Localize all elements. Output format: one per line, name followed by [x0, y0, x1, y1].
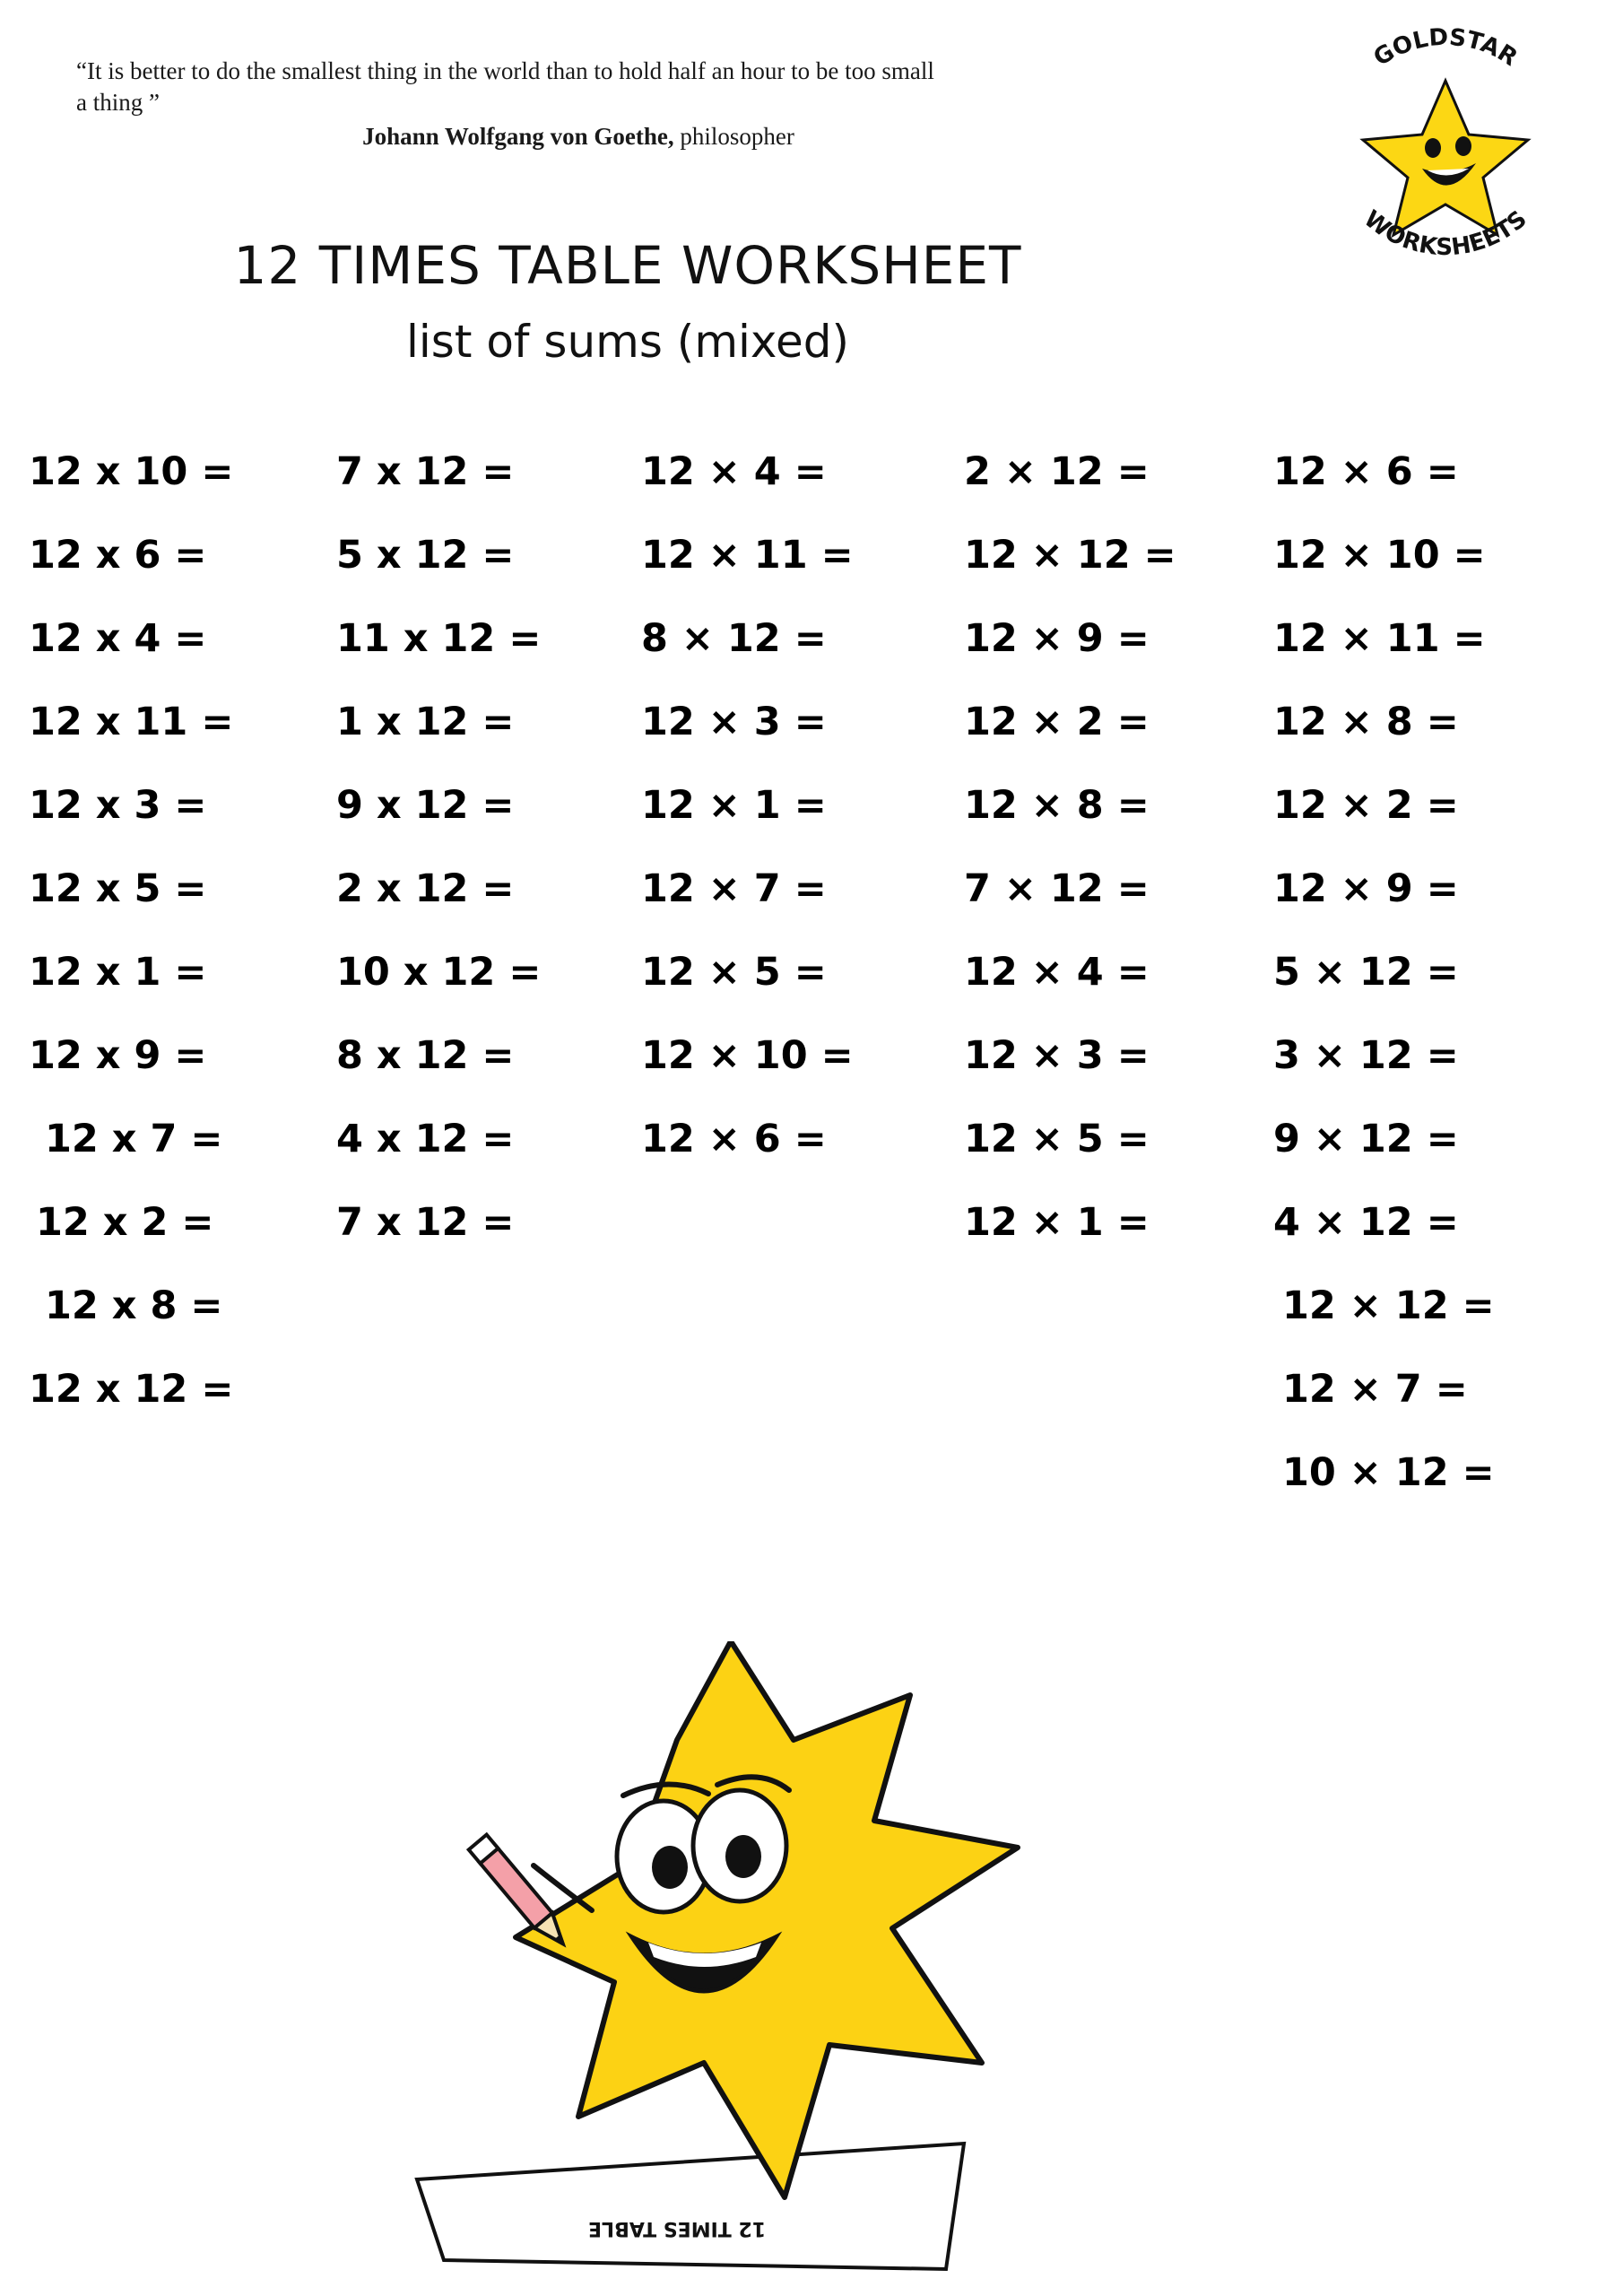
sums-column-5	[1273, 430, 1578, 1515]
page-subtitle: list of sums (mixed)	[406, 316, 849, 368]
sum-item: 12 × 4 =	[641, 449, 827, 494]
sum-item: 12 × 12 =	[964, 533, 1176, 578]
quote-author: Johann Wolfgang von Goethe,	[362, 123, 674, 151]
sum-item: 8 x 12 =	[336, 1033, 515, 1078]
sum-item: 7 x 12 =	[336, 1200, 515, 1245]
quote-attribution	[76, 123, 937, 151]
sum-item: 7 × 12 =	[964, 866, 1150, 911]
star-mascot-icon	[408, 1641, 1116, 2296]
sum-item: 12 x 4 =	[29, 616, 207, 661]
sums-column-3	[641, 430, 946, 1181]
sum-item: 12 × 6 =	[641, 1117, 827, 1161]
sum-item: 12 x 5 =	[29, 866, 207, 911]
sum-item: 12 × 8 =	[1273, 700, 1459, 744]
sum-item: 10 x 12 =	[336, 950, 542, 995]
quote-block	[76, 56, 937, 151]
sum-item: 12 × 9 =	[1273, 866, 1459, 911]
sum-item: 12 x 6 =	[29, 533, 207, 578]
sum-item: 5 × 12 =	[1273, 950, 1459, 995]
logo-top-text: GOLDSTAR	[1368, 27, 1523, 73]
sum-item: 12 x 10 =	[29, 449, 234, 494]
sum-item: 5 x 12 =	[336, 533, 515, 578]
sum-item: 12 x 3 =	[29, 783, 207, 828]
sum-item: 12 x 12 =	[29, 1367, 234, 1412]
sum-item: 12 × 10 =	[1273, 533, 1486, 578]
sum-item: 7 x 12 =	[336, 449, 515, 494]
sum-item: 12 × 9 =	[964, 616, 1150, 661]
sum-item: 12 × 3 =	[964, 1033, 1150, 1078]
logo-star-icon	[1311, 27, 1580, 260]
page-title: 12 TIMES TABLE WORKSHEET	[233, 235, 1022, 296]
sum-item: 11 x 12 =	[336, 616, 542, 661]
sum-item: 4 x 12 =	[336, 1117, 515, 1161]
sum-item: 4 × 12 =	[1273, 1200, 1459, 1245]
sum-item: 12 × 3 =	[641, 700, 827, 744]
sum-item: 12 × 2 =	[964, 700, 1150, 744]
sum-item: 12 × 1 =	[964, 1200, 1150, 1245]
sum-item: 12 x 2 =	[36, 1200, 214, 1245]
sum-item: 12 × 7 =	[641, 866, 827, 911]
sum-item: 12 x 7 =	[45, 1117, 223, 1161]
sum-item: 12 x 9 =	[29, 1033, 207, 1078]
sum-item: 12 x 11 =	[29, 700, 234, 744]
svg-text:GOLDSTAR	[1369, 27, 1523, 72]
sum-item: 12 × 12 =	[1282, 1283, 1495, 1328]
sum-item: 12 × 4 =	[964, 950, 1150, 995]
sum-item: 12 × 7 =	[1282, 1367, 1468, 1412]
logo-bottom-text: WORKSHEETS	[1358, 205, 1532, 260]
sum-item: 3 × 12 =	[1273, 1033, 1459, 1078]
star-mascot-illustration	[408, 1641, 1116, 2296]
quote-role: philosopher	[673, 123, 794, 151]
banner-text: 12 TIMES TABLE	[587, 2217, 767, 2239]
sum-item: 2 × 12 =	[964, 449, 1150, 494]
sum-item: 12 × 1 =	[641, 783, 827, 828]
goldstar-logo	[1311, 27, 1580, 260]
sum-item: 12 × 6 =	[1273, 449, 1459, 494]
sum-item: 12 × 10 =	[641, 1033, 854, 1078]
sum-item: 12 x 8 =	[45, 1283, 223, 1328]
sum-item: 12 × 5 =	[964, 1117, 1150, 1161]
sum-item: 8 × 12 =	[641, 616, 827, 661]
sum-item: 12 × 2 =	[1273, 783, 1459, 828]
sum-item: 12 × 5 =	[641, 950, 827, 995]
sum-item: 9 × 12 =	[1273, 1117, 1459, 1161]
sum-item: 12 x 1 =	[29, 950, 207, 995]
sum-item: 12 × 11 =	[1273, 616, 1486, 661]
sums-column-4	[964, 430, 1269, 1265]
sum-item: 10 × 12 =	[1282, 1450, 1495, 1495]
sums-column-2	[336, 430, 641, 1265]
sum-item: 9 x 12 =	[336, 783, 515, 828]
svg-text:WORKSHEETS	[1358, 205, 1532, 260]
sum-item: 1 x 12 =	[336, 700, 515, 744]
sum-item: 12 × 8 =	[964, 783, 1150, 828]
quote-text: “It is better to do the smallest thing in the world than to hold half an hour to be too small a thing ”	[76, 57, 934, 116]
sums-column-1	[9, 430, 314, 1431]
sum-item: 2 x 12 =	[336, 866, 515, 911]
sum-item: 12 × 11 =	[641, 533, 854, 578]
